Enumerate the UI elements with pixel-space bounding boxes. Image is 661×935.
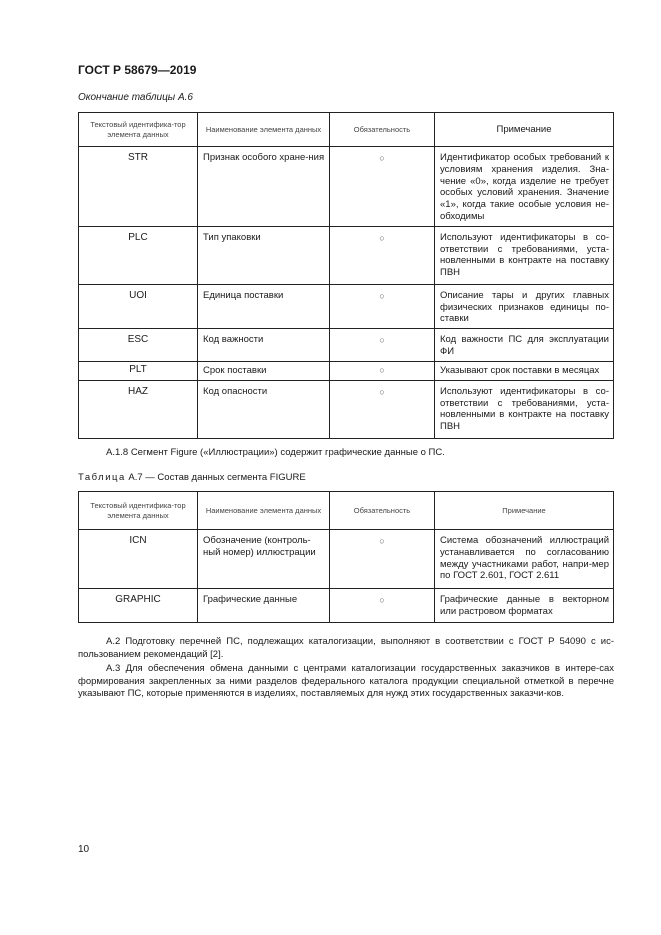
cell-code: STR	[79, 147, 198, 227]
header-note: Примечание	[435, 492, 614, 530]
header-note: Примечание	[435, 113, 614, 147]
cell-required: ○	[330, 530, 435, 589]
cell-required: ○	[330, 361, 435, 380]
cell-required: ○	[330, 380, 435, 438]
cell-code: ICN	[79, 530, 198, 589]
table-row	[79, 226, 614, 284]
cell-code: HAZ	[79, 380, 198, 438]
cell-name: Обозначение (контроль-ный номер) иллюстрации	[198, 530, 330, 589]
table-row	[79, 284, 614, 328]
table-header-row	[79, 492, 614, 530]
table-row	[79, 361, 614, 380]
cell-note: Используют идентификаторы в со-ответствии с требованиями, уста-новленными в контракте на поставку ПВН	[435, 380, 614, 438]
table-a6	[78, 112, 614, 439]
header-required: Обязательность	[330, 492, 435, 530]
document-header: ГОСТ Р 58679—2019	[78, 63, 197, 77]
cell-note: Система обозначений иллюстраций устанавливается по согласованию между участниками работ, напри-мер по ГОСТ 2.601, ГОСТ 2.611	[435, 530, 614, 589]
cell-note: Код важности ПС для эксплуатации ФИ	[435, 329, 614, 362]
cell-note: Описание тары и других главных физических признаков единицы по-ставки	[435, 284, 614, 328]
cell-code: PLT	[79, 361, 198, 380]
cell-name: Код опасности	[198, 380, 330, 438]
cell-note: Графические данные в векторном или растровом форматах	[435, 589, 614, 623]
cell-name: Код важности	[198, 329, 330, 362]
cell-required: ○	[330, 226, 435, 284]
cell-code: UOI	[79, 284, 198, 328]
header-required: Обязательность	[330, 113, 435, 147]
cell-name: Признак особого хране-ния	[198, 147, 330, 227]
table-row	[79, 589, 614, 623]
paragraph-a18: А.1.8 Сегмент Figure («Иллюстрации») содержит графические данные о ПС.	[106, 447, 445, 458]
table-a7-caption	[78, 472, 306, 483]
cell-required: ○	[330, 589, 435, 623]
cell-code: GRAPHIC	[79, 589, 198, 623]
table-a7-caption-text: А.7 — Состав данных сегмента FIGURE	[125, 472, 306, 483]
paragraph-a3: А.3 Для обеспечения обмена данными с центрами каталогизации государственных заказчиков в интере-сах формирования закрепленных за ними разделов федерального каталога продукции специальной отметкой в перечне указывают ПС, которые применяются в изделиях, поставляемых для нужд этих государственных заказчи-ков.	[78, 663, 614, 699]
cell-required: ○	[330, 284, 435, 328]
header-identifier: Текстовый идентифика-тор элемента данных	[79, 492, 198, 530]
cell-name: Единица поставки	[198, 284, 330, 328]
cell-required: ○	[330, 147, 435, 227]
header-name: Наименование элемента данных	[198, 113, 330, 147]
cell-name: Срок поставки	[198, 361, 330, 380]
cell-code: PLC	[79, 226, 198, 284]
table-header-row	[79, 113, 614, 147]
header-name: Наименование элемента данных	[198, 492, 330, 530]
table-a6-caption: Окончание таблицы А.6	[78, 92, 193, 103]
header-identifier: Текстовый идентифика-тор элемента данных	[79, 113, 198, 147]
cell-note: Указывают срок поставки в месяцах	[435, 361, 614, 380]
cell-name: Тип упаковки	[198, 226, 330, 284]
page-number: 10	[78, 844, 90, 855]
table-row	[79, 147, 614, 227]
cell-note: Идентификатор особых требований к условиям хранения изделия. Зна-чение «0», когда изделие не требует особых условий хранения. Значение «1», когда такие особые условия не-обходимы	[435, 147, 614, 227]
table-row	[79, 329, 614, 362]
cell-required: ○	[330, 329, 435, 362]
table-a7-caption-label: Таблица	[78, 472, 126, 483]
table-a7	[78, 491, 614, 623]
cell-note: Используют идентификаторы в со-ответствии с требованиями, уста-новленными в контракте на поставку ПВН	[435, 226, 614, 284]
cell-name: Графические данные	[198, 589, 330, 623]
paragraph-a2: А.2 Подготовку перечней ПС, подлежащих каталогизации, выполняют в соответствии с ГОСТ Р 54090 с ис-пользованием рекомендаций [2].	[78, 636, 614, 660]
table-row	[79, 380, 614, 438]
table-row	[79, 530, 614, 589]
cell-code: ESC	[79, 329, 198, 362]
